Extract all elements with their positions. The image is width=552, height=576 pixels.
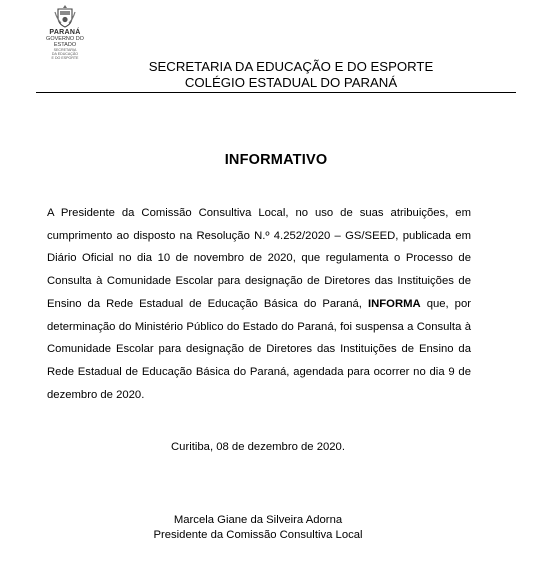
letterhead: [0, 59, 552, 91]
logo-state-name: PARANÁ: [49, 29, 81, 36]
letterhead-school: COLÉGIO ESTADUAL DO PARANÁ: [184, 75, 398, 90]
place-and-date: Curitiba, 08 de dezembro de 2020.: [171, 441, 345, 453]
signature-block: [0, 513, 516, 543]
letterhead-secretariat: SECRETARIA DA EDUCAÇÃO E DO ESPORTE: [148, 59, 434, 74]
header-divider: [36, 92, 516, 93]
logo-department-line: DA EDUCAÇÃO: [51, 51, 79, 56]
signatory-role: Presidente da Comissão Consultiva Local: [153, 529, 363, 541]
body-emphasis: INFORMA: [367, 297, 421, 310]
logo-department-line: SECRETARIA: [53, 48, 77, 52]
body-paragraph: [47, 202, 471, 406]
body-text-part2: que, por determinação do Ministério Público do Estado do Paraná, foi suspensa a Consulta à Comunidade Escolar para designação de Diretores das Instituições de Ensino da Rede Estadual de Educação Básica do Paraná, agendada para ocorrer no dia 9 de dezembro de 2020.: [47, 297, 472, 401]
logo-government-label: GOVERNO DO ESTADO: [46, 36, 84, 48]
state-logo: [36, 4, 94, 60]
parana-coat-of-arms-icon: [54, 4, 76, 28]
document-title: INFORMATIVO: [224, 152, 328, 168]
signatory-name: Marcela Giane da Silveira Adorna: [173, 514, 343, 526]
body-text-part1: A Presidente da Comissão Consultiva Local, no uso de suas atribuições, em cumprimento ao disposto na Resolução N.º 4.252/2020 – GS/SEED, publicada em Diário Oficial no dia 10 de novembro de 2020, que regulamenta o Processo de Consulta à Comunidade Escolar para designação de Diretores das Instituições de Ensino da Rede Estadual de Educação Básica do Paraná,: [47, 207, 471, 310]
logo-department-line: E DO ESPORTE: [51, 55, 79, 60]
